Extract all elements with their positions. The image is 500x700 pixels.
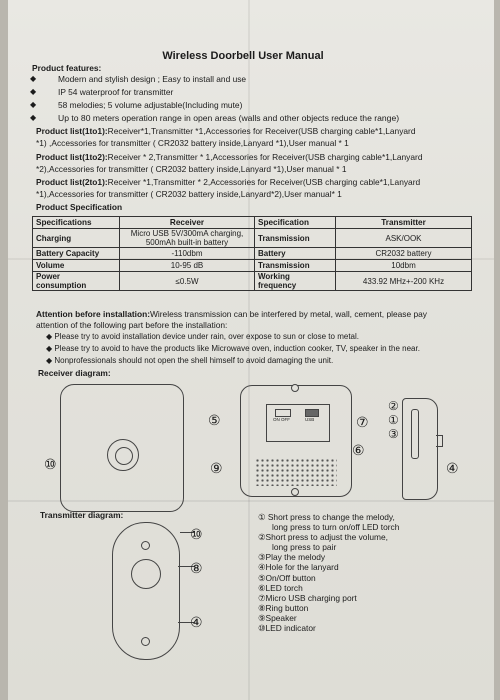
bullet-icon: ◆ [46, 332, 55, 341]
feature-item: Up to 80 meters operation range in open areas (walls and other objects reduce the range) [58, 113, 400, 123]
bullet-icon: ◆ [30, 87, 37, 96]
callout-10: ⑩ [44, 456, 57, 472]
legend-item: ① Short press to change the melody, [258, 512, 395, 522]
legend-item: long press to pair [272, 542, 337, 553]
legend-item: ⑤On/Off button [258, 572, 316, 583]
bullet-icon: ◆ [30, 113, 37, 122]
callout-4: ④ [190, 614, 203, 630]
table-cell: Micro USB 5V/300mA charging, 500mAh built-in battery [120, 229, 255, 248]
callout-9: ⑨ [210, 460, 223, 476]
attention-text: Attention before installation:Wireless transmission can be interfered by metal, wall, cement, please pay [36, 309, 427, 319]
receiver-side [402, 398, 438, 500]
table-cell: Transmission [255, 260, 336, 272]
column-header: Specifications [33, 217, 120, 229]
attention-item: ◆ Please try to avoid installation device under rain, over expose to sun or close to metal. [46, 332, 359, 341]
bullet-icon: ◆ [30, 100, 37, 109]
speaker-grille [255, 458, 337, 486]
receiver-heading: Receiver diagram: [38, 368, 111, 378]
legend-item: ⑥LED torch [258, 582, 303, 593]
callout-5: ⑤ [208, 412, 221, 428]
table-row [33, 229, 472, 248]
callout-7: ⑦ [356, 414, 369, 430]
column-header: Receiver [120, 217, 255, 229]
attention-item: ◆ Nonprofessionals should not open the shell himself to avoid damaging the unit. [46, 356, 334, 365]
table-cell: 10dbm [336, 260, 472, 272]
feature-item: Modern and stylish design ; Easy to install and use [58, 74, 247, 84]
legend-item: ⑩LED indicator [258, 623, 316, 634]
lanyard-hole [141, 637, 150, 646]
ring-button [107, 439, 139, 471]
bullet-icon: ◆ [46, 344, 55, 353]
product-list-2-cont: *2),Accessories for transmitter ( CR2032 battery inside,Lanyard *1),User manual * 1 [36, 164, 347, 174]
callout-2: ② [388, 399, 399, 413]
ring-button [131, 559, 161, 589]
table-cell: ASK/OOK [336, 229, 472, 248]
side-buttons [411, 409, 419, 459]
attention-text-cont: attention of the following part before the installation: [36, 320, 228, 330]
table-cell: CR2032 battery [336, 248, 472, 260]
callout-4: ④ [446, 460, 459, 476]
table-row [33, 248, 472, 260]
callout-10: ⑩ [190, 526, 203, 542]
table-cell: Volume [33, 260, 120, 272]
spec-table [32, 216, 472, 291]
features-heading: Product features: [32, 63, 102, 73]
table-cell: Battery Capacity [33, 248, 120, 260]
legend-item: ⑧Ring button [258, 602, 309, 613]
legend-item: ⑨Speaker [258, 612, 297, 623]
usb-port [305, 409, 319, 417]
callout-3: ③ [388, 427, 399, 441]
table-cell: Charging [33, 229, 120, 248]
product-list-3-cont: *1),Accessories for transmitter ( CR2032 battery inside,Lanyard*2),User manual* 1 [36, 189, 342, 199]
legend-item: ③Play the melody [258, 552, 326, 563]
column-header: Specification [255, 217, 336, 229]
callout-6: ⑥ [352, 442, 365, 458]
spec-heading: Product Specification [36, 202, 123, 212]
receiver-front [60, 384, 184, 512]
table-cell: ≤0.5W [120, 272, 255, 291]
product-list-3: Product list(2to1):Receiver *1,Transmitter * 2,Accessories for Receiver(USB charging cable*1,Lanyard [36, 177, 421, 187]
transmitter-heading: Transmitter diagram: [40, 510, 124, 520]
table-cell: 10-95 dB [120, 260, 255, 272]
table-row [33, 272, 472, 291]
bullet-icon: ◆ [46, 356, 55, 365]
product-list-1: Product list(1to1):Receiver*1,Transmitter *1,Accessories for Receiver(USB charging cable*1,Lanyard [36, 126, 416, 136]
switch-panel: ON OFF USB [266, 404, 330, 442]
table-cell: Transmission [255, 229, 336, 248]
table-header-row [33, 217, 472, 229]
column-header: Transmitter [336, 217, 472, 229]
table-cell: -110dbm [120, 248, 255, 260]
table-cell: Battery [255, 248, 336, 260]
legend-item: ④Hole for the lanyard [258, 562, 339, 573]
manual-title: Wireless Doorbell User Manual [162, 50, 324, 62]
transmitter-body [112, 522, 180, 660]
table-row [33, 260, 472, 272]
attention-item: ◆ Please try to avoid to have the products like Microwave oven, induction cooker, TV, speaker in the near. [46, 344, 420, 353]
feature-item: IP 54 waterproof for transmitter [58, 87, 174, 97]
product-list-2: Product list(1to2):Receiver * 2,Transmitter * 1,Accessories for Receiver(USB charging cable*1,Lanyard [36, 152, 423, 162]
legend-item: ⑦Micro USB charging port [258, 592, 357, 603]
feature-item: 58 melodies; 5 volume adjustable(Including mute) [58, 100, 243, 110]
receiver-back [240, 385, 352, 497]
table-cell: Working frequency [255, 272, 336, 291]
diagram-legend [258, 512, 399, 633]
legend-item: long press to turn on/off LED torch [272, 522, 400, 533]
callout-1: ① [388, 413, 399, 427]
on-off-switch [275, 409, 291, 417]
product-list-1-cont: *1) ,Accessories for transmitter ( CR2032 battery inside,Lanyard *1),User manual * 1 [36, 138, 349, 148]
table-cell: Power consumption [33, 272, 120, 291]
bullet-icon: ◆ [30, 74, 37, 83]
led-indicator [141, 541, 150, 550]
legend-item: ②Short press to adjust the volume, [258, 532, 388, 543]
table-cell: 433.92 MHz+-200 KHz [336, 272, 472, 291]
callout-8: ⑧ [190, 560, 203, 576]
